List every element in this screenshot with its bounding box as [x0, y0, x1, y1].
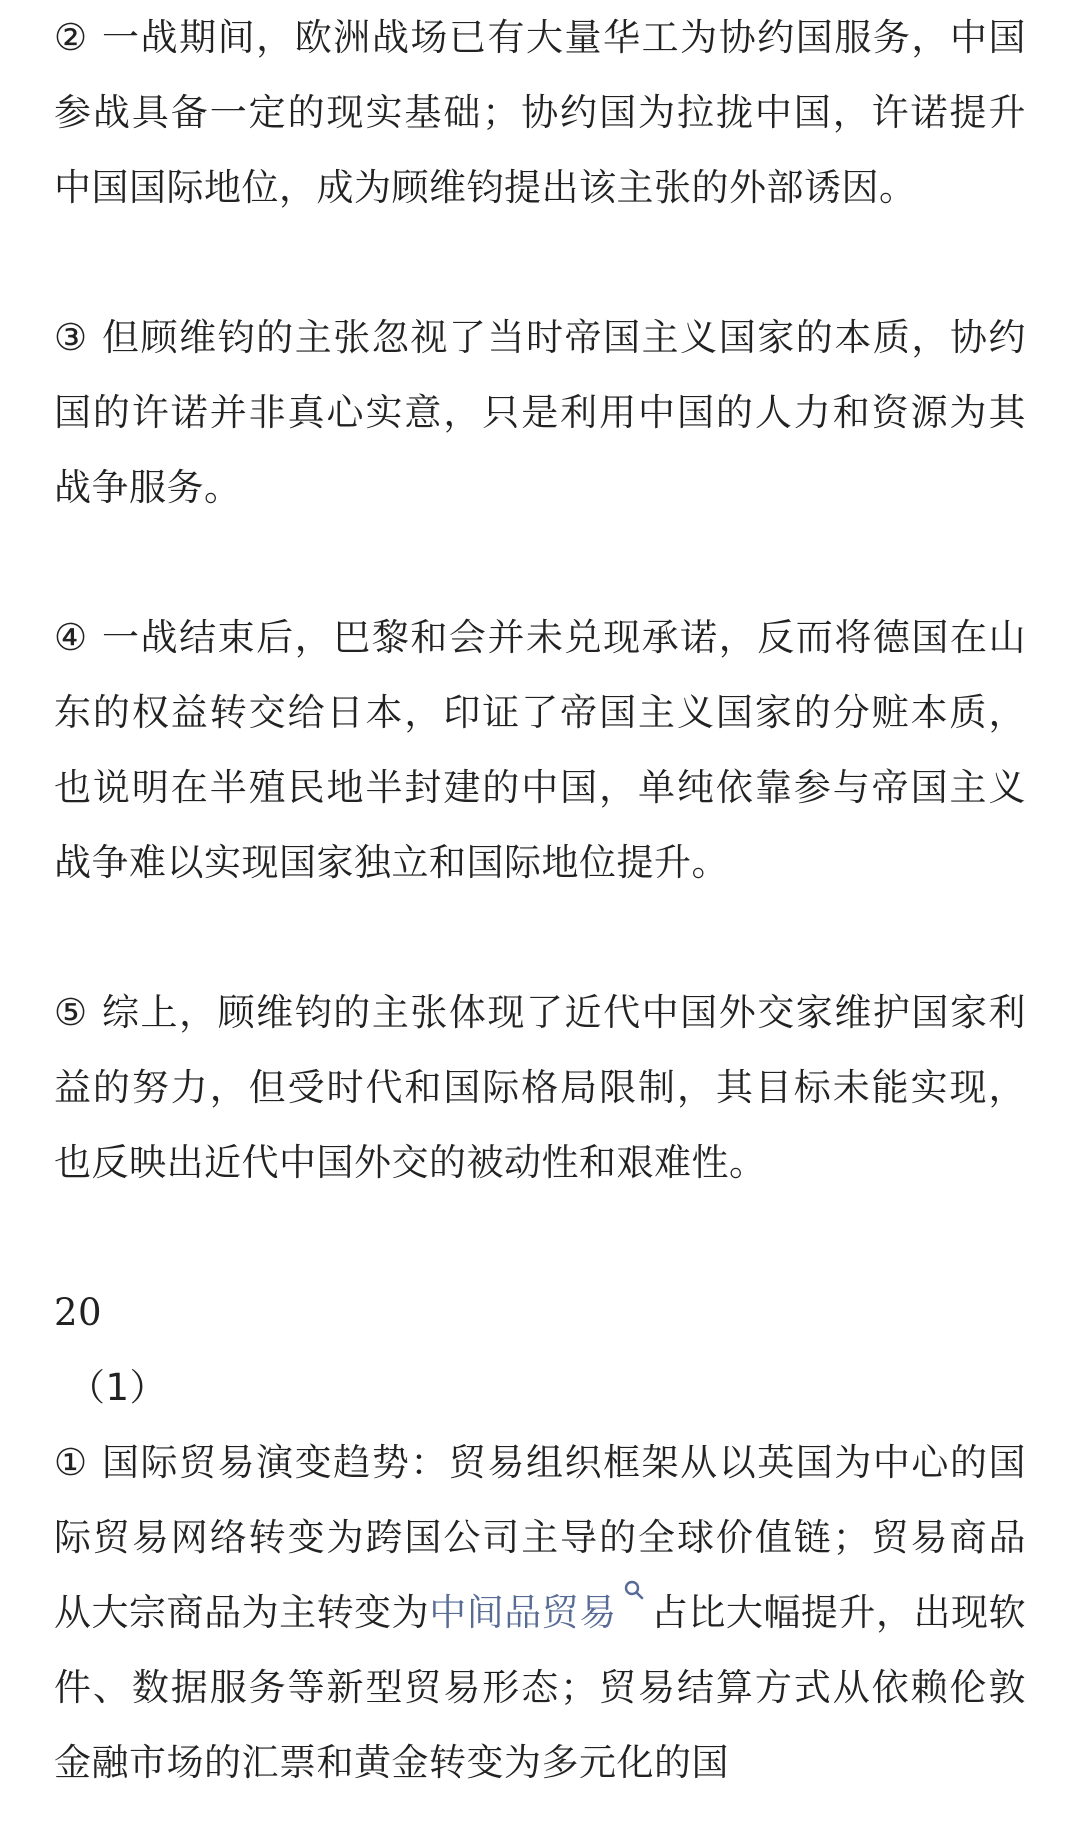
paragraph-point-2: ② 一战期间，欧洲战场已有大量华工为协约国服务，中国参战具备一定的现实基础；协约国为拉拢中国，许诺提升中国国际地位，成为顾维钧提出该主张的外部诱因。	[54, 16, 1026, 209]
article-body	[54, 0, 1026, 1800]
question-number: 20	[54, 1291, 103, 1334]
search-link-intermediate-goods[interactable]	[429, 1591, 617, 1634]
paragraph-q1-point-1	[54, 1425, 1026, 1800]
paragraph-point-3: ③ 但顾维钧的主张忽视了当时帝国主义国家的本质，协约国的许诺并非真心实意，只是利用中国的人力和资源为其战争服务。	[54, 316, 1026, 509]
search-icon[interactable]	[623, 1579, 645, 1601]
q1-text-after-link: 占比大幅提升，出现软件、数据服务等新型贸易形态；贸易结算方式从依赖伦敦金融市场的汇票和黄金转变为多元化的国	[54, 1591, 1027, 1784]
search-link-label[interactable]: 中间品贸易	[429, 1591, 617, 1634]
paragraph-point-4: ④ 一战结束后，巴黎和会并未兑现承诺，反而将德国在山东的权益转交给日本，印证了帝国主义国家的分赃本质，也说明在半殖民地半封建的中国，单纯依靠参与帝国主义战争难以实现国家独立和国际地位提升。	[54, 616, 1026, 884]
paragraph-point-5: ⑤ 综上，顾维钧的主张体现了近代中国外交家维护国家利益的努力，但受时代和国际格局限制，其目标未能实现，也反映出近代中国外交的被动性和艰难性。	[54, 991, 1026, 1184]
sub-question-label: （1）	[68, 1366, 168, 1409]
q1-text-before-link: ① 国际贸易演变趋势：贸易组织框架从以英国为中心的国际贸易网络转变为跨国公司主导的全球价值链；贸易商品从大宗商品为主转变为	[54, 1441, 1026, 1634]
